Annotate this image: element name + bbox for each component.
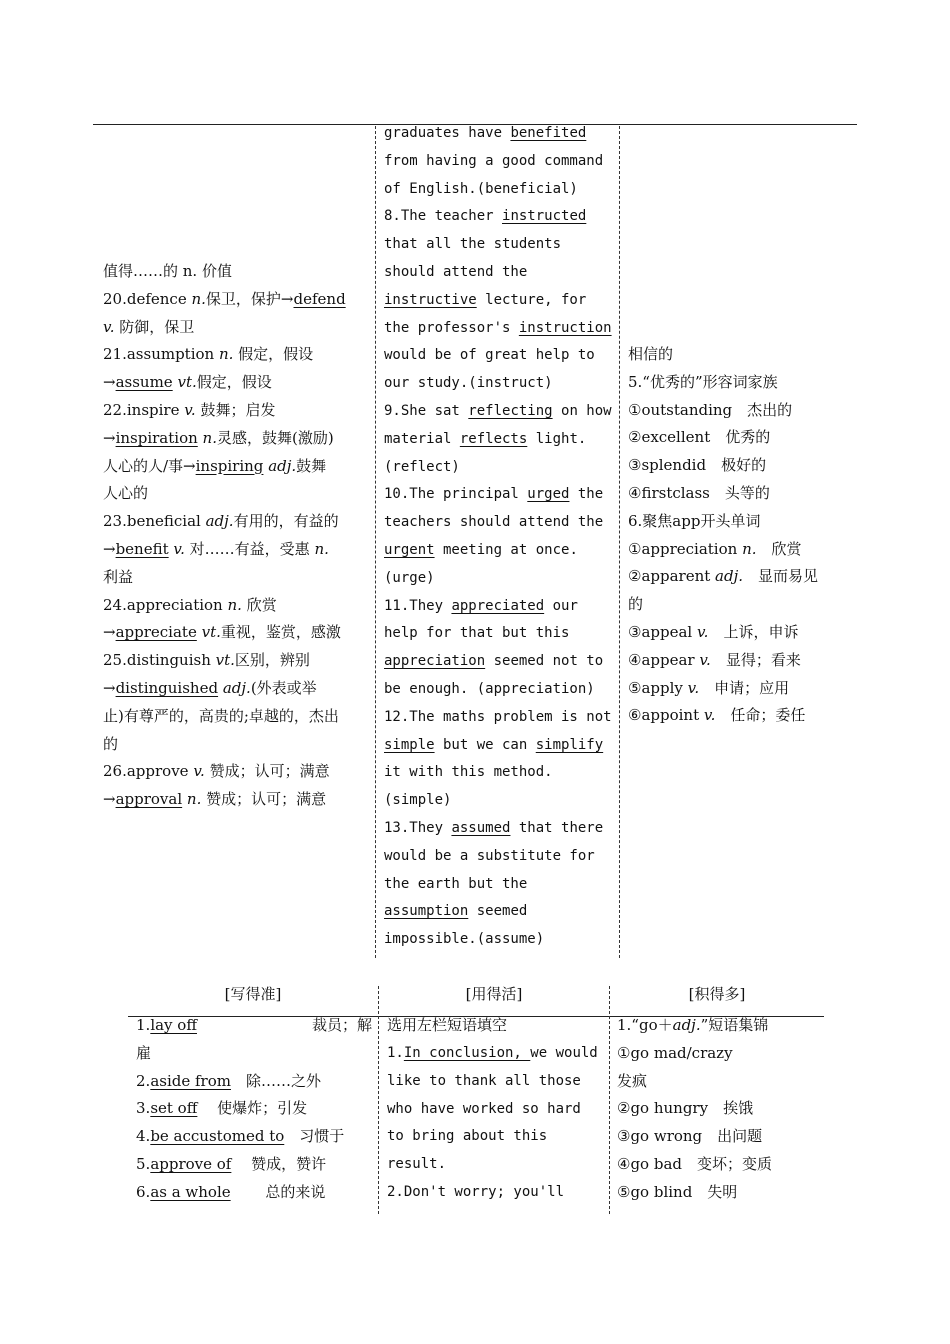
line: graduates have benefited (384, 125, 587, 141)
line: like to thank all those (387, 1072, 581, 1089)
line: (reflect) (384, 458, 460, 475)
line: ⑤go blind 失明 (617, 1182, 738, 1201)
line: teachers should attend the (384, 514, 604, 531)
line: (simple) (384, 792, 452, 809)
line: the professor's instruction (384, 319, 612, 336)
line: 21.assumption n. 假定，假设 (103, 345, 314, 364)
line: (urge) (384, 569, 435, 586)
fill-blank-title (387, 1012, 605, 1040)
line: 25.distinguish vt.区别，辨别 (103, 651, 310, 670)
phrase-row: 2.aside from 除……之外 (136, 1071, 322, 1090)
line: 22.inspire v. 鼓舞；启发 (103, 400, 276, 419)
line: 1.In conclusion, we would (387, 1045, 598, 1061)
fill-blank-column (387, 1040, 605, 1207)
phrase-row: 1.lay off 裁员；解 (136, 1016, 372, 1034)
line: ③splendid 极好的 (628, 456, 767, 475)
line: →benefit v. 对……有益，受惠 n. (103, 539, 329, 558)
column-divider-4 (609, 986, 610, 1214)
line: ②apparent adj. 显而易见 (628, 567, 819, 586)
phrase-row: 5.approve of 赞成，赞许 (136, 1154, 327, 1173)
line: 发疯 (617, 1071, 648, 1090)
line: our study.(instruct) (384, 375, 553, 392)
line: 选用左栏短语填空 (387, 1016, 508, 1034)
line: ③appeal v. 上诉，申诉 (628, 622, 799, 641)
line: 的 (628, 595, 644, 614)
phrase-row: 雇 (136, 1043, 152, 1062)
line: 9.She sat reflecting on how (384, 402, 612, 419)
line: ⑤apply v. 申请；应用 (628, 678, 790, 697)
vocab-column-right (628, 341, 848, 730)
line: help for that but this (384, 625, 570, 642)
line: 相信的 (628, 345, 674, 363)
line: urgent meeting at once. (384, 541, 578, 558)
line: 5.“优秀的”形容词家族 (628, 372, 778, 391)
line: v. 防御，保卫 (103, 317, 195, 336)
line: ④go bad 变坏；变质 (617, 1154, 772, 1173)
line: 12.The maths problem is not (384, 708, 612, 725)
line: 1.“go＋adj.”短语集锦 (617, 1016, 769, 1034)
line: ④firstclass 头等的 (628, 483, 770, 502)
line: appreciation seemed not to (384, 653, 604, 670)
line: ①outstanding 杰出的 (628, 400, 793, 419)
line: ①go mad/crazy (617, 1043, 733, 1062)
phrase-row: 4.be accustomed to 习惯于 (136, 1127, 345, 1146)
phrase-row: 6.as a whole 总的来说 (136, 1182, 326, 1201)
line: 8.The teacher instructed (384, 208, 587, 225)
line: the earth but the (384, 875, 528, 892)
line: it with this method. (384, 764, 553, 781)
line: 11.They appreciated our (384, 597, 578, 614)
line: →assume vt.假定，假设 (103, 373, 272, 392)
line: ②excellent 优秀的 (628, 428, 771, 447)
line: →distinguished adj.(外表或举 (103, 678, 317, 697)
line: →appreciate vt.重视，鉴赏，感激 (103, 623, 341, 642)
line: that all the students (384, 236, 562, 253)
vocab-column-left (103, 258, 371, 814)
line: 人心的人/事→inspiring adj.鼓舞 (103, 456, 327, 475)
header-use: [用得活] (465, 985, 523, 1003)
line: 的 (103, 734, 119, 753)
line: →inspiration n.灵感，鼓舞(激励) (103, 428, 334, 447)
line: who have worked so hard (387, 1100, 581, 1117)
phrase-column-left (136, 1012, 372, 1207)
line: ⑥appoint v. 任命；委任 (628, 706, 806, 725)
line: would be a substitute for (384, 847, 595, 864)
go-adj-column (617, 1012, 827, 1207)
line: ①appreciation n. 欣赏 (628, 539, 802, 558)
line: to bring about this (387, 1128, 548, 1145)
column-divider-2 (619, 126, 620, 958)
line: material reflects light. (384, 430, 587, 447)
line: be enough. (appreciation) (384, 680, 595, 697)
phrase-row: 3.set off 使爆炸；引发 (136, 1099, 308, 1118)
column-divider-1 (375, 126, 376, 958)
line: ②go hungry 挨饿 (617, 1099, 754, 1118)
line: 利益 (103, 567, 134, 586)
header-write: [写得准] (224, 985, 282, 1003)
header-accumulate: [积得多] (688, 985, 746, 1003)
line: of English.(beneficial) (384, 180, 578, 197)
line: ④appear v. 显得；看来 (628, 650, 801, 669)
line: would be of great help to (384, 347, 595, 364)
line: should attend the (384, 263, 528, 280)
line: result. (387, 1156, 447, 1173)
practice-column-middle (384, 120, 616, 954)
line: 2.Don't worry; you'll (387, 1183, 565, 1200)
line: 止)有尊严的，高贵的;卓越的，杰出 (103, 706, 339, 725)
line: impossible.(assume) (384, 931, 545, 948)
line: →approval n. 赞成；认可；满意 (103, 790, 327, 809)
line: 23.beneficial adj.有用的，有益的 (103, 512, 339, 531)
line: 人心的 (103, 484, 149, 503)
line: 13.They assumed that there (384, 819, 604, 836)
column-divider-3 (378, 986, 379, 1214)
line: 6.聚焦app开头单词 (628, 511, 761, 530)
line: 26.approve v. 赞成；认可；满意 (103, 762, 330, 781)
line: 值得……的 n. 价值 (103, 262, 232, 280)
line: from having a good command (384, 152, 604, 169)
line: instructive lecture, for (384, 291, 587, 308)
line: 10.The principal urged the (384, 486, 604, 503)
line: simple but we can simplify (384, 736, 604, 753)
line: ③go wrong 出问题 (617, 1127, 763, 1146)
line: 24.appreciation n. 欣赏 (103, 595, 277, 614)
line: assumption seemed (384, 903, 528, 920)
line: 20.defence n.保卫，保护→defend (103, 289, 346, 308)
